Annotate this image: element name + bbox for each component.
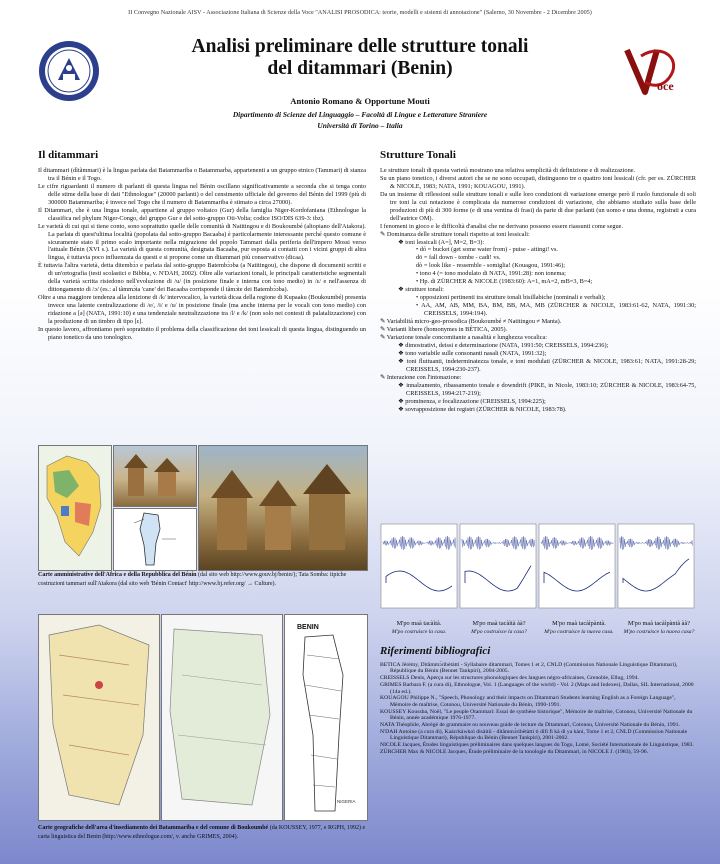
section-heading-strutture-tonali: Strutture Tonali bbox=[380, 149, 456, 161]
spect-label-4: M'po maà tacàìpàntà àà? M'po costruisce la nuova casa? bbox=[623, 620, 695, 635]
tonal-structure-line: ✎ Variazione tonale concomitante a nasalità e lunghezza vocalica: bbox=[380, 333, 548, 341]
tonal-structure-line: ❖ toni fluttuanti, indeterminatezza tonale, e toni modulati (ZÜRCHER & NICOLE, 1983:61; NATA, 1991:28-29; CREISSELS, 1994:230-237). bbox=[398, 357, 696, 373]
poster-title-line2: del ditammari (Benin) bbox=[267, 58, 453, 79]
spectrogram-panel bbox=[381, 524, 457, 608]
paragraph: Il Ditammari, che è una lingua tonale, appartiene al gruppo voltaico (Gur) della famiglia Niger-Kordofaniana (Ethnologue la classifica nel phylum Niger-Congo, del gruppo Gur e del sotto-gruppo Oti-Volta; codice ISO/DIS 639-3: tbz). bbox=[38, 206, 366, 222]
tonal-structure-line: I fenomeni in gioco e le difficoltà d'analisi che ne derivano possono essere riassunti come segue. bbox=[380, 222, 624, 230]
tata-somba-photo bbox=[113, 445, 197, 507]
tonal-structure-line: ✎ Varianti libere (homonymes in BÉTICA, 2005). bbox=[380, 326, 508, 334]
tonal-structure-line: ✎ Dominanza delle strutture tonali rispetto ai toni lessicali: bbox=[380, 230, 530, 238]
affiliation-line2: Università di Torino – Italia bbox=[317, 121, 403, 130]
section-heading-ditammari: Il ditammari bbox=[38, 149, 99, 161]
reference-entry: KOUAGOU Philippe N., "Speech, Phonology and their impacts on Ditammari Students learning English as a Foreign Language", Mémoire de maîtrise, Cotonou, Université Nationale du Bénin, 1990-1991. bbox=[380, 695, 676, 708]
reference-entry: GRIMES Barbara F. (a cura di), Ethnologue, Vol. 1 (Languages of the world) - Vol. 2 (Maps and Indexes), Dallas, SIL International, 2000 (14a ed.). bbox=[380, 681, 694, 695]
tonal-structure-line: Su un piano tonetico, i diversi autori che se ne sono occupati, distinguono tre o quattro toni lessicali (cfr. per es. ZÜRCHER & NICOLE, 1983; NATA, 1991; KOUAGOU, 1991). bbox=[380, 174, 696, 190]
paragraph: È tuttavia l'altra varietà, detta ditembɔ̀ɔ e parlata dal sotto-gruppo Batembɔ̀ɔba (a Natitingou), che dispone di documenti scritti e di un'ortografia (testi scolastici e Bibbia, v. N'DAH, 2002). Oltre alle variazioni tonali, le principali caratteristiche segmentali della varietà scritta risiedono nell'evoluzione di /u/ (in posizione finale e interna con tono medio) in /ɛ/ e nell'assenza di dittongamento di /ɔ/ (es.: al tãmmɔ̀ta 'cane' dei Bacaaba corrisponde il tãmɔ̀te dei Batembɔ̀ɔba). bbox=[38, 262, 366, 294]
spectrogram-panel bbox=[460, 524, 536, 608]
map-label-nigeria: NIGERIA bbox=[337, 799, 356, 804]
poster-title-line1: Analisi preliminare delle strutture tonali bbox=[191, 36, 529, 57]
spect-label-2: M'po maà tacàìtà àà? M'po costruisce la casa? bbox=[471, 620, 527, 635]
paragraph: Le cifre riguardanti il numero di parlanti di questa lingua nel Bénin oscillano significativamente a seconda che si tenga conto delle stime della base di dati "Ethnologue" (20000 parlanti) o del censimento ufficiale del governo del Bénin del 1999 (più di 300000 Batammariba; è invece nel Togo che il numero di Batammariba è stimato a circa 27000). bbox=[38, 182, 366, 206]
reference-entry: CREISSELS Denis, Aperçu sur les structures phonologiques des langues négro-africaines, Grenoble, Ellug, 1994. bbox=[380, 675, 639, 682]
tonal-structure-line: ✎ Variabilità micro-geo-prosodica (Boukoumbé ≠ Natitingou ≠ Manta). bbox=[380, 318, 562, 326]
reference-entry: NATA Théophile, Abrégé de grammaire ou nouveau guide de lecture du Ditammari, Cotonou, Université Nationale du Bénin, 1991. bbox=[380, 722, 680, 729]
tonal-structure-line: ❖ prominenza, e focalizzazione (CREISSELS, 1994:225); bbox=[398, 397, 546, 405]
pitch-spectrogram-strip bbox=[380, 523, 696, 609]
paragraph: In questo lavoro, affrontiamo però soprattutto il problema della classificazione dei toni lessicali di questa lingua, distinguendo un piano tonetico da uno tonologico. bbox=[38, 326, 366, 341]
boukoumbe-map-image bbox=[38, 614, 160, 821]
conference-header: II Convegno Nazionale AISV - Associazione Italiana di Scienze della Voce "ANALISI PROSODICA: teorie, modelli e sistemi di annotazione" (Salerno, 30 Novembre - 2 Dicembre 2005) bbox=[128, 9, 592, 16]
tonal-structure-line: ✎ Interazione con l'intonazione: bbox=[380, 373, 462, 381]
tonal-structure-line: • tono 4 (= tono modulato di NATA, 1991:28): non tonema; bbox=[416, 270, 566, 278]
paragraph: Le varietà di cui qui si tiene conto, sono soprattutto quelle delle comunità di Natitingou e di Boukoumbé (altopiano dell'Atakora). La parlata di quest'ultima località (popolata dal sotto-gruppo Bacaaba) è particolarmente interessante perché questo comune è sicuramente stato il primo scalo importante nella migrazione del popolo Tammari dalla periferia dell'impero Mossi verso l'attuale Bénin (XVI s.). La varietà di questa comunità, designata Bacaaba, pur esposta ai contatti con i vicini gruppi di altra lingua, è tuttavia poco influenzata da questi e si propone come un ditammari più conservativo (dicaa). bbox=[38, 222, 366, 262]
voce-logo bbox=[623, 46, 685, 96]
paragraph: Oltre a una maggiore tendenza alla lenizione di /k/ intervocalico, la varietà dicaa della regione di Kupaaku (Boukoumbé) presenta invece una latente centralizzazione di /e/, /i/ e /u/ in posizione finale (ma anche interna per le vocali con tono medio) con ridazione a [ə] (NATA, 1991:10) e una tendenziale neutralizzazione tra /l/ e /k/ (non solo nei contesti di palatalizzazione) con la produzione di un timbro di tipo [ɛ]. bbox=[38, 294, 366, 326]
tonal-structure-line: ❖ strutture tonali: bbox=[398, 286, 444, 294]
references-section bbox=[380, 645, 696, 756]
right-column bbox=[380, 149, 696, 414]
tonal-structure-line: dō = fall down - tombe - cadi! vs. bbox=[416, 254, 501, 262]
references-heading: Riferimenti bibliografici bbox=[380, 645, 491, 657]
tonal-structure-line: dò = look like - ressemble - somiglia! (Kouagou, 1991:46); bbox=[416, 262, 566, 270]
left-column bbox=[38, 149, 366, 342]
tonal-structure-line: Le strutture tonali di questa varietà mostrano una relativa semplicità di definizione e di realizzazione. bbox=[380, 166, 636, 174]
paragraph: Il ditammari (dìtãmmari) è la lingua parlata dai Batammariba o Batammarba, appartenenti a un gruppo etnico (Tammari) di stanza tra il Bénin e il Togo. bbox=[38, 166, 366, 182]
atakora-region-map bbox=[161, 614, 283, 821]
figure-caption-2: Carte geografiche dell'area d'insediamento dei Batammariba e del comune di Boukoumbé (da KOUSSEY, 1977, e RGPH, 1992) e carta linguistica del Benin (http://www.ethnologue.com/, v. anche GRIMES, 2004). bbox=[38, 825, 366, 840]
reference-entry: N'DAH Antoine (a cura di), Kaàcrkàwkoì disàitii - dìtãmmɔ̀ribètàtti ti dìfi fi kà di ya kàni, Tome 1 et 2, CNLD (Commission Nationale Linguistique Ditammari), République du Bénin (Bennet Tankpiri), 2001-2002. bbox=[380, 728, 688, 742]
tonal-structure-line: ❖ tono variabile sulle consonanti nasali (NATA, 1991:32); bbox=[398, 349, 547, 357]
tonal-structure-line: ❖ sovrapposizione dei registri (ZÜRCHER & NICOLE, 1983:78). bbox=[398, 405, 567, 413]
africa-map-image bbox=[38, 445, 112, 571]
reference-entry: ZÜRCHER Max & NICOLE Jacques, Étude préliminaire de la tonologie du Ditammari, in NICOLE J. (1983), 59-96. bbox=[380, 748, 649, 755]
tonal-structure-line: • dó = bucket (get some water from) - puise - attingi! vs. bbox=[416, 246, 558, 254]
tonal-structure-line: ❖ dimostrativi, deissi e determinazione (NATA, 1991:50; CREISSELS, 1994:236); bbox=[398, 341, 609, 349]
spect-label-3: M'po maà tacàìpàntà. M'po costruisce la nuova casa. bbox=[544, 620, 614, 635]
benin-map-image bbox=[113, 508, 197, 571]
tonal-structure-line: • AA, AM, AB, MM, BA, BM, BB, MA, MB (ZÜRCHER & NICOLE, 1983:61-62, NATA, 1991:30; CREISSELS, 1994:194). bbox=[416, 302, 696, 318]
svg-text:oce: oce bbox=[657, 79, 674, 93]
map-label-benin: BENIN bbox=[297, 624, 319, 631]
spectrogram-panel bbox=[539, 524, 615, 608]
reference-entry: NICOLE Jacques, Études linguistiques préliminaires dans quelques langues du Togo, Lomé, Société Internationale de Linguistique, 1983. bbox=[380, 742, 694, 749]
reference-entry: KOUSSEY Koussba, Noël, "Le peuple Otammari: Essai de synthèse historique", Mémoire de maîtrise, Cotonou, Université Nationale du Bénin, année académique 1976-1977. bbox=[380, 708, 693, 722]
university-seal-logo bbox=[38, 40, 100, 102]
linguistic-map-benin bbox=[284, 614, 368, 821]
spectrogram-panel bbox=[618, 524, 694, 608]
tonal-structure-line: • Hp. di ZÜRCHER & NICOLE (1983:60): A=1, mA=2, mB=3, B=4; bbox=[416, 278, 593, 286]
reference-entry: BETICA Jérémy, Ditãmmɔ̀ribètàtti - Syllabaire ditammari, Tomes 1 et 2, CNLD (Commission Nationale Linguistique Ditammari), République du Bénin (Bennet Tankpiri), 2004-2005. bbox=[380, 661, 678, 675]
tonal-structure-line: ❖ toni lessicali (A=], M=2, B=3): bbox=[398, 238, 485, 246]
poster-authors: Antonio Romano & Opportune Mouti bbox=[290, 96, 430, 106]
tonal-structure-line: ❖ innalzamento, ribassamento tonale e downdrift (PIKE, in Nicole, 1983:10; ZÜRCHER & NICOLE, 1983:64-75, CREISSELS, 1994:217-219); bbox=[398, 381, 696, 397]
benin-photo bbox=[198, 445, 368, 571]
figure-caption-1: Carte amministrative dell'Africa e della Repubblica del Bénin (dal sito web http://www.gouv.bj/benin/); Tata Somba: tipiche costruzioni tammari sull'Atakora (dal sito web 'Bénin Contact' http://www.bj.refer.org/ → Culture). bbox=[38, 572, 347, 587]
tonal-structure-line: • opposizioni pertinenti tra strutture tonali bisillabiche (nominali e verbali); bbox=[416, 294, 606, 302]
tonal-structure-line: Da un insieme di riflessioni sulle strutture tonali e sulle loro condizioni di variazione emerge però il ruolo funzionale di soli tre toni la cui notazione è complicata da numerose condizioni di variazione, che abbiamo studiato sulla base delle produzioni di più di 300 forme (e di una ventina di frasi) da parte di due parlanti (un uomo e una donna, registrati a cura dell'autrice OM). bbox=[380, 190, 696, 222]
affiliation-line1: Dipartimento di Scienze del Linguaggio – Facoltà di Lingue e Letterature Straniere bbox=[232, 110, 488, 119]
spect-label-1: M'po maà tacàìtà. M'po costruisce la casa. bbox=[391, 620, 447, 635]
